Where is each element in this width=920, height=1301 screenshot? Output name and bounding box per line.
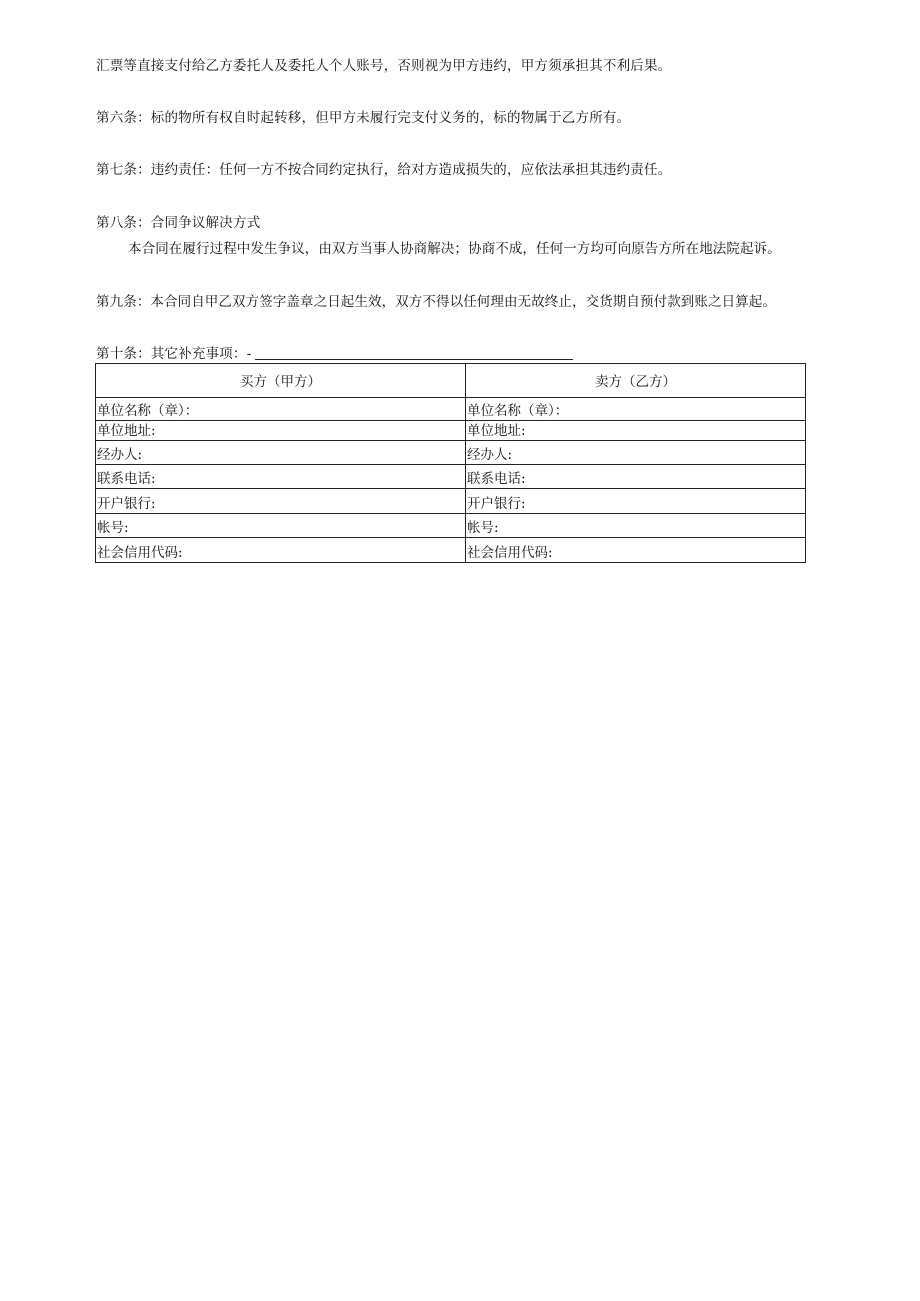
seller-address-field[interactable]: 单位地址: (466, 421, 806, 441)
seller-credit-code-field[interactable]: 社会信用代码: (466, 538, 806, 563)
seller-header: 卖方（乙方） (466, 364, 806, 398)
table-row (96, 441, 806, 465)
clause-6: 第六条：标的物所有权自时起转移，但甲方未履行完支付义务的，标的物属于乙方所有。 (96, 110, 631, 126)
table-row (96, 514, 806, 538)
buyer-account-field[interactable]: 帐号: (96, 514, 466, 538)
table-row (96, 398, 806, 421)
supplementary-items-blank[interactable] (255, 345, 573, 360)
table-row (96, 489, 806, 514)
clause-8-body: 本合同在履行过程中发生争议，由双方当事人协商解决；协商不成，任何一方均可向原告方所在地法院起诉。 (128, 241, 781, 257)
clause-8-title: 第八条：合同争议解决方式 (96, 215, 261, 231)
buyer-handler-field[interactable]: 经办人: (96, 441, 466, 465)
parties-table (95, 363, 806, 563)
buyer-credit-code-field[interactable]: 社会信用代码: (96, 538, 466, 563)
buyer-phone-field[interactable]: 联系电话: (96, 465, 466, 489)
buyer-address-field[interactable]: 单位地址: (96, 421, 466, 441)
clause-9: 第九条：本合同自甲乙双方签字盖章之日起生效，双方不得以任何理由无故终止，交货期自预付款到账之日算起。 (96, 294, 776, 310)
clause-10 (96, 345, 573, 363)
buyer-company-name-field[interactable]: 单位名称（章）： (96, 398, 466, 421)
table-row (96, 538, 806, 563)
clause-5-continuation: 汇票等直接支付给乙方委托人及委托人个人账号，否则视为甲方违约，甲方须承担其不利后果。 (96, 58, 672, 74)
parties-header-row (96, 364, 806, 398)
buyer-bank-field[interactable]: 开户银行: (96, 489, 466, 514)
seller-handler-field[interactable]: 经办人: (466, 441, 806, 465)
seller-phone-field[interactable]: 联系电话: (466, 465, 806, 489)
clause-7: 第七条：违约责任：任何一方不按合同约定执行，给对方造成损失的，应依法承担其违约责任。 (96, 162, 672, 178)
seller-company-name-field[interactable]: 单位名称（章）： (466, 398, 806, 421)
table-row (96, 465, 806, 489)
seller-bank-field[interactable]: 开户银行: (466, 489, 806, 514)
clause-10-label: 第十条：其它补充事项：- (96, 346, 252, 362)
seller-account-field[interactable]: 帐号: (466, 514, 806, 538)
buyer-header: 买方（甲方） (96, 364, 466, 398)
table-row (96, 421, 806, 441)
